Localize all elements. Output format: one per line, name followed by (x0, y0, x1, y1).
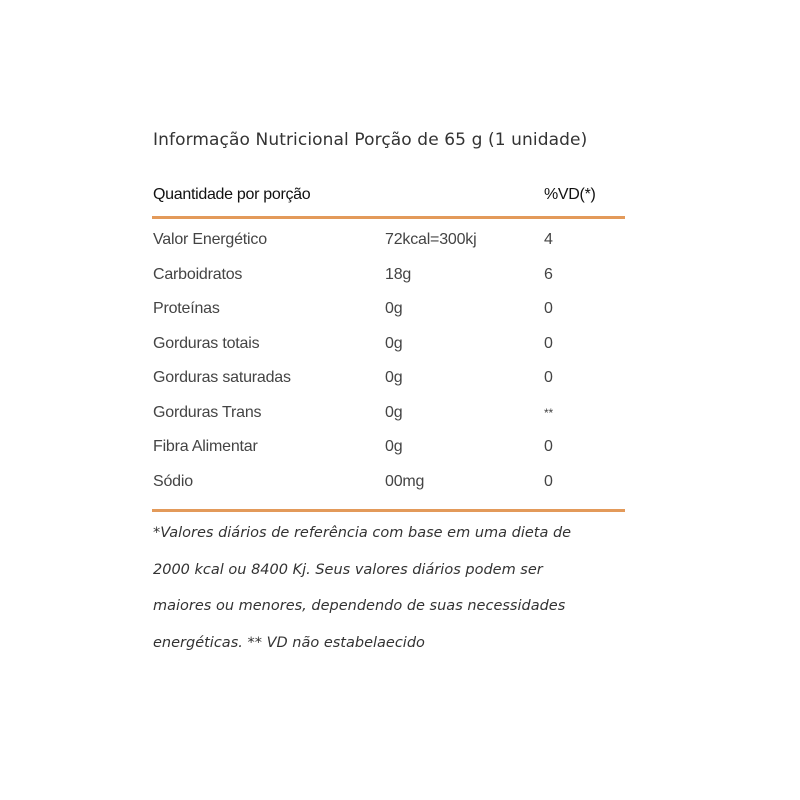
table-row (152, 431, 625, 466)
nutrient-vd: 0 (544, 300, 553, 317)
header-vd-label: %VD(*) (544, 186, 596, 203)
nutrient-quantity: 0g (385, 369, 403, 386)
table-row (152, 328, 625, 363)
table-body (152, 219, 625, 512)
nutrient-name: Sódio (153, 472, 193, 490)
table-header (152, 176, 625, 219)
nutrient-quantity: 0g (385, 334, 403, 352)
nutrient-quantity: 0g (385, 438, 403, 455)
footnote-line: maiores ou menores, dependendo de suas necessidades (153, 598, 566, 614)
page-title: Informação Nutricional Porção de 65 g (1 unidade) (153, 130, 588, 150)
nutrient-vd: 4 (544, 231, 553, 248)
table-row (152, 362, 625, 397)
nutrient-name: Valor Energético (153, 231, 267, 248)
footnote-line: *Valores diários de referência com base em uma dieta de (153, 525, 572, 541)
table-row (152, 259, 625, 294)
nutrient-name: Gorduras Trans (153, 403, 262, 421)
nutrient-name: Fibra Alimentar (153, 438, 258, 455)
nutrient-quantity: 00mg (385, 472, 425, 490)
nutrient-name: Gorduras saturadas (153, 369, 291, 386)
nutrient-vd: 0 (544, 438, 553, 455)
nutrient-vd: 6 (544, 265, 553, 283)
footnote (153, 515, 653, 661)
footnote-line: energéticas. ** VD não estabelaecido (153, 634, 425, 651)
nutrient-name: Proteínas (153, 300, 220, 317)
nutrient-vd: 0 (544, 369, 553, 386)
nutrient-name: Carboidratos (153, 265, 243, 283)
table-row (152, 293, 625, 328)
nutrient-quantity: 72kcal=300kj (385, 231, 477, 248)
table-row (152, 224, 625, 259)
table-row (152, 397, 625, 432)
table-row (152, 466, 625, 501)
nutrient-quantity: 0g (385, 300, 403, 317)
footnote-line: 2000 kcal ou 8400 Kj. Seus valores diários podem ser (153, 561, 543, 578)
header-quantity-label: Quantidade por porção (153, 186, 311, 203)
nutrient-quantity: 18g (385, 265, 412, 283)
nutrition-table (152, 176, 625, 512)
nutrient-vd: ** (544, 405, 553, 420)
nutrient-vd: 0 (544, 472, 553, 490)
nutrient-name: Gorduras totais (153, 334, 260, 352)
nutrient-quantity: 0g (385, 403, 403, 421)
nutrient-vd: 0 (544, 334, 553, 352)
